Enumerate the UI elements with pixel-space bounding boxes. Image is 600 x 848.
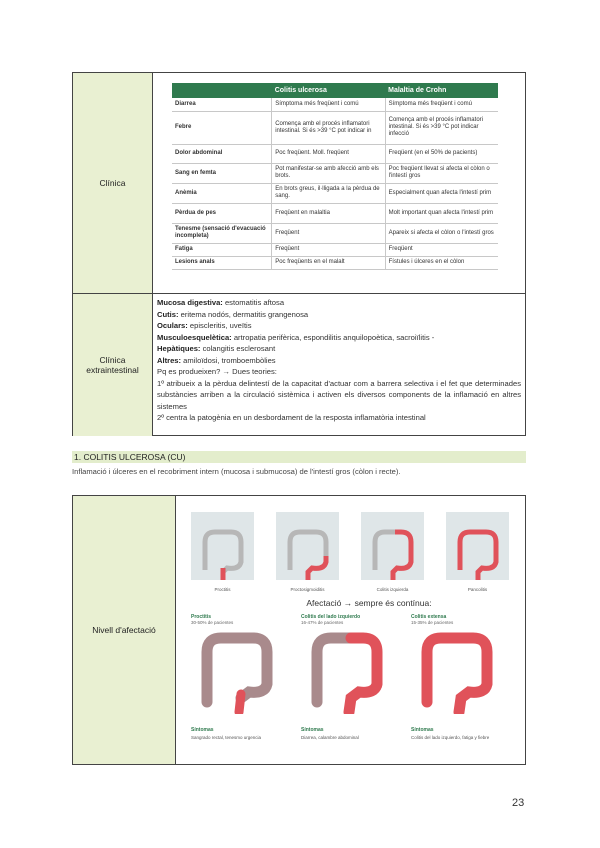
block-sym: Síntomas [411, 727, 434, 733]
extra-line: Cutis: eritema nodós, dermatitis grangenosa [157, 309, 309, 319]
affectation-table [72, 495, 526, 765]
comparison-table [172, 83, 498, 270]
torso-proctitis [191, 512, 254, 592]
cmp-cell-crohn: Comença amb el procés inflamatori intestinal. Si és >39 °C pot indicar infecció [385, 111, 498, 144]
table-row [172, 223, 498, 243]
cmp-cell-cu: Pot manifestar-se amb afecció amb els brots. [272, 163, 385, 183]
section-heading: 1. COLITIS ULCEROSA (CU) [72, 451, 526, 463]
colon-proctitis-illustration [191, 512, 254, 580]
torso-label: Colitis izquierda [376, 587, 409, 592]
table-row [172, 243, 498, 256]
torso-label: Proctosigmoiditis [290, 587, 325, 592]
cmp-row-label: Sang en femta [172, 163, 272, 183]
cmp-row-label: Dolor abdominal [172, 144, 272, 163]
torso-colitis-izquierda [361, 512, 424, 592]
block-proctitis [191, 614, 286, 740]
page-number: 23 [512, 797, 525, 809]
theory-1: 1º atribueix a la pèrdua delintestí de la capacitat d'actuar com a barrera selectiva i el fet que determinades substàncies arriben a la circulació sistèmica i activen els diversos components de la inflamació en altres sistemes [157, 378, 521, 411]
cmp-cell-crohn: Molt important quan afecta l'intestí prim [385, 203, 498, 223]
table-row [172, 256, 498, 269]
theories-question: Pq es produeixen? → Dues teories: [157, 367, 277, 376]
cmp-cell-cu: Poc freqüent. Moll. freqüent [272, 144, 385, 163]
cmp-row-label: Lesions anals [172, 256, 272, 269]
block-symd: Colitis del lado izquierdo, fatiga y fiebre [411, 735, 490, 740]
affect-caption: Afectació → sempre és contínua: [306, 598, 432, 608]
label-extraintestinal: Clínica extraintestinal [73, 293, 153, 436]
cmp-cell-cu: Comença amb el procés inflamatori intestinal. Si és >39 °C pot indicar in [272, 111, 385, 144]
cmp-row-label: Anèmia [172, 183, 272, 203]
cmp-cell-crohn: Freqüent [385, 243, 498, 256]
clinical-table [72, 72, 526, 436]
block-sub: 15-35% de pacientes [411, 620, 454, 625]
cmp-row-label: Pèrdua de pes [172, 203, 272, 223]
colon-proctosigmoiditis-illustration [276, 512, 339, 580]
colon-left-illustration [361, 512, 424, 580]
cmp-cell-cu: Símptoma més freqüent i comú [272, 98, 385, 111]
block-colitis-extensa [411, 614, 506, 740]
block-title: Proctitis [191, 614, 212, 620]
extra-line: Mucosa digestiva: estomatitis aftosa [157, 298, 285, 307]
block-colitis-izquierda [301, 614, 396, 740]
colon-left-detail [301, 628, 393, 714]
cmp-cell-cu: Freqüent en malaltia [272, 203, 385, 223]
cmp-row-label: Fatiga [172, 243, 272, 256]
block-symd: Diarrea, calambre abdominal [301, 735, 359, 740]
table-row [172, 163, 498, 183]
torso-label: Proctitis [214, 587, 231, 592]
cmp-cell-crohn: Freqüent (en el 50% de pacients) [385, 144, 498, 163]
extra-line: Oculars: episcleritis, uveïtis [157, 321, 252, 330]
colon-figure [191, 500, 511, 760]
cmp-cell-cu: En brots greus, il·lligada a la pèrdua de sang. [272, 183, 385, 203]
torso-label: Pancolitis [467, 587, 488, 592]
block-sub: 16-47% de pacientes [301, 620, 344, 625]
colon-extensive-detail [411, 628, 503, 714]
cmp-row-label: Diarrea [172, 98, 272, 111]
cmp-row-label: Tenesme (sensació d'evacuació incompleta) [172, 223, 272, 243]
cmp-header-empty [172, 83, 272, 98]
colon-pancolitis-illustration [446, 512, 509, 580]
extra-line: Hepàtiques: colangitis esclerosant [157, 344, 276, 353]
table-row [172, 183, 498, 203]
label-nivell-afectacio: Nivell d'afectació [73, 496, 176, 764]
cmp-header-crohn: Malaltia de Crohn [385, 83, 498, 98]
block-sym: Síntomas [301, 727, 324, 733]
torso-pancolitis [446, 512, 509, 592]
cmp-cell-crohn: Fístules i úlceres en el còlon [385, 256, 498, 269]
block-title: Colitis extensa [411, 614, 447, 620]
table-row [172, 203, 498, 223]
cmp-cell-cu: Poc freqüents en el malalt [272, 256, 385, 269]
cmp-cell-cu: Freqüent [272, 243, 385, 256]
colon-proctitis-detail [191, 628, 283, 714]
extraintestinal-content [153, 293, 525, 436]
theory-2: 2º centra la patogènia en un desbordament de la resposta inflamatòria intestinal [157, 413, 426, 422]
cmp-row-label: Febre [172, 111, 272, 144]
table-row [172, 111, 498, 144]
label-clinica: Clínica [73, 73, 153, 293]
section-intro: Inflamació i úlceres en el recobriment intern (mucosa i submucosa) de l'intestí gros (còlon i recte). [72, 467, 401, 476]
cmp-cell-crohn: Poc freqüent llevat si afecta el còlon o l'intestí gros [385, 163, 498, 183]
cmp-cell-cu: Freqüent [272, 223, 385, 243]
torso-proctosigmoiditis [276, 512, 339, 592]
block-sym: Síntomas [191, 727, 214, 733]
extra-line: Altres: amiloïdosi, tromboembòlies [157, 355, 276, 365]
cmp-header-cu: Colitis ulcerosa [272, 83, 385, 98]
block-title: Colitis del lado izquierdo [301, 614, 361, 620]
table-row [172, 144, 498, 163]
cmp-cell-crohn: Especialment quan afecta l'intestí prim [385, 183, 498, 203]
extra-line: Musculoesquelètica: artropatia perifèrica, espondilitis anquilopoètica, sacroiïlitis - [157, 332, 435, 342]
cmp-cell-crohn: Apareix si afecta el còlon o l'intestí gros [385, 223, 498, 243]
cmp-cell-crohn: Símptoma més freqüent i comú [385, 98, 498, 111]
block-symd: Sangrado rectal, tenesmo urgencia [191, 735, 262, 740]
block-sub: 30-50% de pacientes [191, 620, 234, 625]
table-row [172, 98, 498, 111]
